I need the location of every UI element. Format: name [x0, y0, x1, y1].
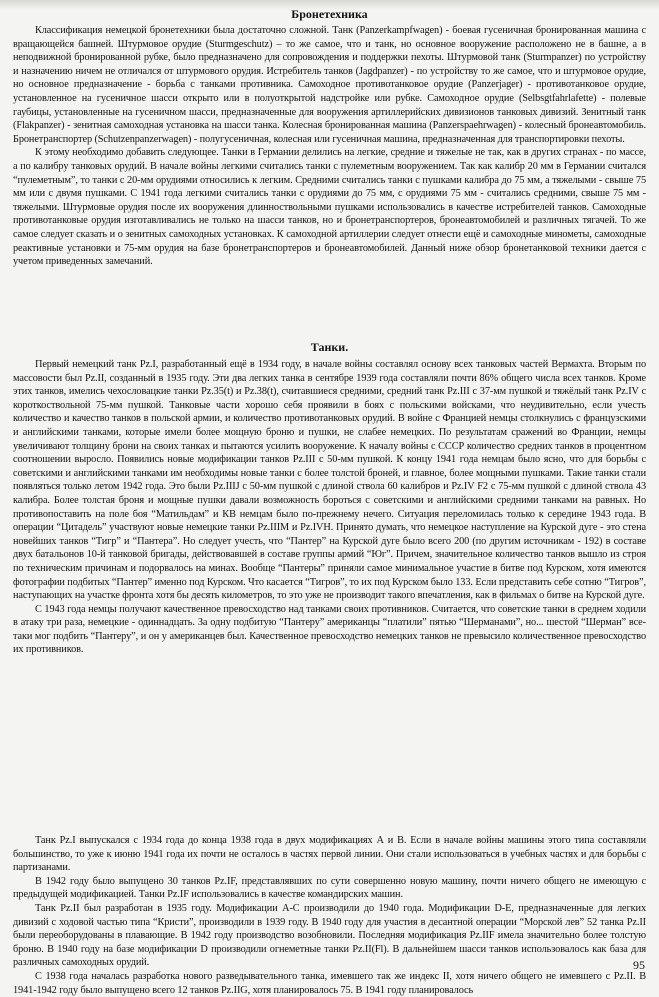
paragraph: С 1943 года немцы получают качественное превосходство над танками своих противников. Считается, что советские танки в среднем ходили в атаку три раза, немецкие - одиннадцать. За одну подбитую “Пантеру” американцы “платили” пятью “Шерманами”, но... шестой “Шерман” все-таки мог подбить “Пантеру”, и он у американцев был. Качественное превосходство немецких танков не превысило количественное превосходство их противников. — [13, 603, 646, 656]
paragraph: Танк Pz.II был разработан в 1935 году. Модификации А-С производили до 1940 года. Модификации D-E, предназначенные для легких дивизий с ходовой частью типа “Кристи”, производили в 1939 году. В 1940 году для участия в десантной операции “Морской лев” 52 танка Pz.II были переоборудованы в плавающие. В 1942 году производство возобновили. Последняя модификация Pz.IIF имела значительно более толстую броню. В 1940 году на базе модификации D производили огнеметные танки Pz.II(Fl). В дальнейшем шасси танков использовалось как база для различных самоходных орудий. — [13, 902, 646, 969]
paragraph: Классификация немецкой бронетехники была достаточно сложной. Танк (Panzerkampfwagen) - боевая гусеничная бронированная машина с вращающейся башней. Штурмовое орудие (Sturmgeschutz) – то же самое, что и танк, но основное вооружение расположено не в башне, а в неподвижной бронированной рубке, было предназначено для сопровождения и поддержки пехоты. Штурмовой танк (Sturmpanzer) по устройству и назначению ничем не отличался от штурмового орудия. Истребитель танков (Jagdpanzer) - по устройству то же самое, что и штурмовое орудие, но основное предназначение - борьба с танками противника. Самоходное противотанковое орудие (Panzerjager) - противотанковое орудие, установленное на гусеничное шасси открыто или в полуоткрытой надстройке или рубке. Самоходное орудие (Selbsgtfahrlafette) - полевые гаубицы, установленные на гусеничном шасси, предназначенные для вооружения артиллерийских дивизионов танковых дивизий. Зенитный танк (Flakpanzer) - зенитная самоходная установка на шасси танка. Колесная бронированная машина (Panzerspaehrwagen) - колесный бронеавтомобиль. Бронетранспортер (Schutzenpanzerwagen) - полугусеничная, колесная или гусеничная машина, предназначенная для транспортировки пехоты. — [13, 25, 646, 145]
document-page — [13, 0, 646, 996]
paragraph: К этому необходимо добавить следующее. Танки в Германии делились на легкие, средние и тяжелые не так, как в других странах - по массе, а по калибру танковых орудий. В начале войны легкими считались танки с пулеметным вооружением. Так как калибр 20 мм в Германии считался “пулеметным”, то танки с 20-мм орудиями относились к легким. Средними считались танки с пушками калибра до 75 мм, а тяжелыми - свыше 75 мм или с двумя пушками. С 1941 года легкими считались танки с орудиями до 75 мм, с орудиями 75 мм - считались средними, свыше 75 мм - тяжелыми. Штурмовые орудия после их вооружения длинноствольными пушками использовались в качестве истребителей танков. Самоходные противотанковые орудия изготавливались не только на шасси танков, но и бронетранспортеров, бронеавтомобилей и различных тягачей. То же самое следует сказать и о зенитных самоходных установках. К самоходной артиллерии следует отнести ещё и самоходные минометы, самоходные реактивные установки и 75-мм орудия на базе бронетранспортеров и бронеавтомобилей. Данный ниже обзор бронетанковой техники дается с учетом приведенных замечаний. — [13, 147, 646, 268]
paragraph: В 1942 году было выпущено 30 танков Pz.IF, представлявших по сути совершенно новую машину, почти ничего общего не имеющую с предыдущей модификацией. Танки Pz.IF использовались в качестве командирских машин. — [13, 875, 646, 901]
paragraph: Первый немецкий танк Pz.I, разработанный ещё в 1934 году, в начале войны составлял основу всех танковых частей Вермахта. Вторым по массовости был Pz.II, созданный в 1935 году. Эти два легких танка в сентябре 1939 года составляли почти 86% общего числа всех танков. Кроме этих танков, имелись чехословацкие танки Pz.35(t) и Pz.38(t), считавшиеся средними, средний танк Pz.III с 37-мм пушкой и тяжёлый танк Pz.IV с короткоствольной 75-мм пушкой. Танковые части хорошо себя проявили в боях с польскими войсками, что неудивительно, если учесть количество и качество танков в польской армии, и количество противотанковых орудий. В войне с Францией немцы столкнулись с французскими и английскими танками, которые имели более мощную броню и пушки, не слабее немецких. По результатам сражений во Франции, немцы увеличивают толщину брони на своих танках и пытаются усилить вооружение. К началу войны с СССР количество средних танков в процентном соотношении выросло. Появились новые модификации танков Pz.III с 50-мм пушкой. К концу 1941 года немцам было ясно, что для борьбы с советскими и английскими танками им необходимы новые танки с более толстой броней, и главное, более мощными пушками. Такие танки стали появляться только летом 1942 года. Это были Pz.IIIJ с 50-мм пушкой с длиной ствола 60 калибров и Pz.IV F2 с 75-мм пушкой с длиной ствола 43 калибра. Более толстая броня и мощные пушки давали возможность бороться с советскими и английскими средними танками на равных. Но противопоставить на поле боя “Матильдам” и КВ немцам было по-прежнему нечего. Ситуация переломилась только к середине 1943 года. В операции “Цитадель” участвуют новые немецкие танки Pz.IIIM и Pz.IVH. Принято думать, что немецкое наступление на Курской дуге - это стена новейших танков “Тигр” и “Пантера”. Но следует учесть, что “Пантер” на Курской дуге было всего 200 (по другим источникам - 192) в составе двух батальонов 10-й танковой бригады, действовавшей в составе группы армий “Юг”. Причем, значительное количество танков вышло из строя по техническим причинам и подорвалось на минах. Вообще “Пантеры” приняли самое минимальное участие в битве под Курском, хотя имеются фотографии подбитых “Пантер” именно под Курском. Что касается “Тигров”, то их под Курском было 133. Если представить себе сотню “Тигров”, наступающих на участке фронта хотя бы десять километров, то это уже не производит такого впечатления, как в фильмах о битве на Курской дуге. — [13, 359, 646, 602]
page-number: 95 — [633, 958, 645, 972]
section-armor-classification — [13, 24, 646, 330]
section-title-tanks: Танки. — [310, 340, 349, 354]
section-tanks — [13, 358, 646, 826]
paragraph: Танк Pz.I выпускался с 1934 года до конца 1938 года в двух модификациях А и В. Если в начале войны машины этого типа составляли большинство, то уже к июню 1941 года их почти не осталось в частях первой линии. Они стали использоваться в учебных частях и для борьбы с партизанами. — [13, 835, 646, 874]
paragraph: С 1938 года началась разработка нового разведывательного танка, имевшего так же индекс II, хотя ничего общего не имевшего с Pz.II. В 1941-1942 году было выпущено всего 12 танков Pz.IIG, хотя планировалось 75. В 1941 году планировалось — [13, 970, 646, 996]
section-tank-models — [13, 834, 646, 997]
section-title-armor: Бронетехника — [291, 7, 368, 21]
